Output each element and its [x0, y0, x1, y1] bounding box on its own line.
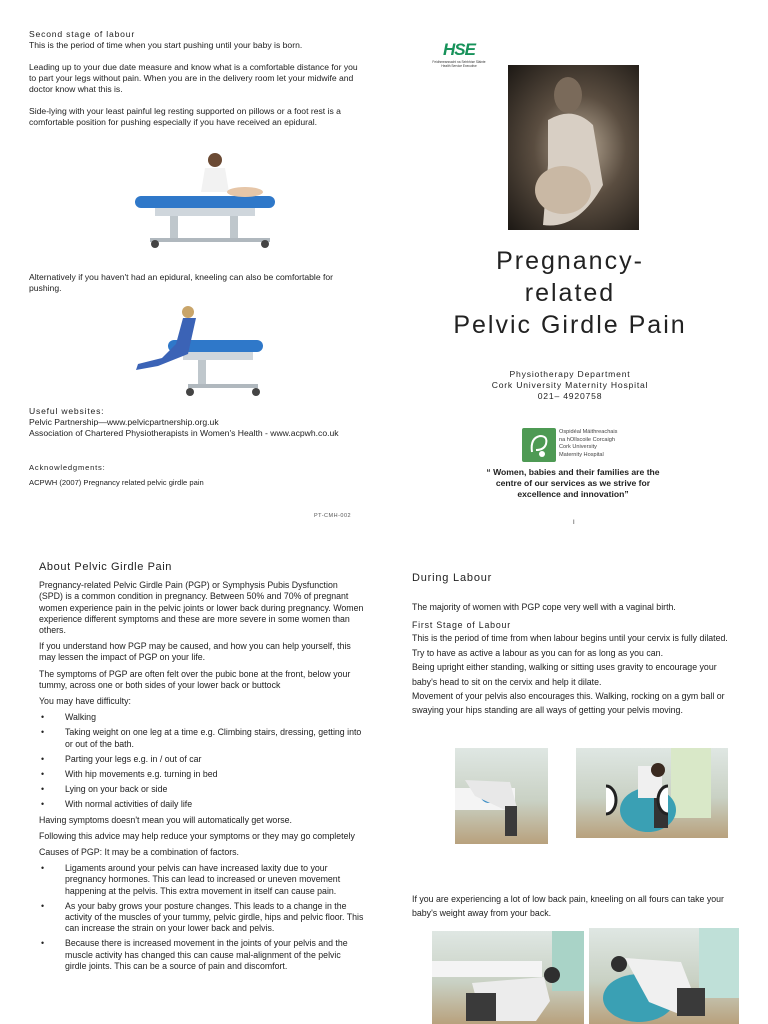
acknowledgments-section	[29, 463, 359, 488]
first-stage-heading: First Stage of Labour	[412, 620, 511, 631]
cover-quote: “ Women, babies and their families are the centre of our services as we strive for excellence and innovation”	[486, 467, 660, 499]
labour-heading: During Labour	[412, 572, 493, 584]
about-p5: Following this advice may help reduce your symptoms or they may go completely	[39, 830, 355, 841]
gym-ball-rocking-photo	[576, 748, 728, 838]
hse-logo-mark: HSE	[443, 40, 475, 59]
delivery-bed-kneeling-photo	[128, 304, 268, 400]
list-item: • Taking weight on one leg at a time e.g. Climbing stairs, dressing, getting into or out of the bath.	[39, 727, 364, 749]
about-difficulty: You may have difficulty:	[39, 696, 131, 707]
labour-p2: This is the period of time from when labour begins until your cervix is fully dilated.	[412, 633, 728, 644]
all-fours-floor-photo	[432, 931, 584, 1024]
hospital-logo-icon	[522, 428, 556, 462]
about-p1: Pregnancy-related Pelvic Girdle Pain (PGP) or Symphysis Pubis Dysfunction (SPD) is a common condition in pregnancy. Between 50% and 70% of pregnant women experience pain in the pelvic joints or lower back during pregnancy. Women experience different symptoms and these are more severe in some women than others.	[39, 580, 364, 636]
cover-title-line3: Pelvic Girdle Pain	[453, 311, 687, 339]
list-item: • With normal activities of daily life	[39, 799, 364, 810]
second-stage-section	[29, 29, 359, 139]
hospital-logo-line1: Ospidéal Máithreachais	[559, 429, 618, 435]
hse-logo	[424, 40, 494, 72]
about-p4: Having symptoms doesn't mean you will automatically get worse.	[39, 814, 292, 825]
websites-section	[29, 406, 359, 439]
leaning-on-bed-photo	[455, 748, 548, 844]
hospital-logo-line2: na hOllscoile Corcaigh	[559, 436, 615, 443]
website-pelvic-partnership[interactable]: Pelvic Partnership—www.pelvicpartnership.org.uk	[29, 417, 219, 427]
cover-page-mark: I	[573, 520, 575, 526]
labour-p6: If you are experiencing a lot of low back pain, kneeling on all fours can take your baby's weight away from your back.	[412, 894, 724, 919]
pregnant-woman-photo	[508, 65, 639, 230]
labour-section	[412, 600, 734, 718]
second-stage-para4: Alternatively if you haven't had an epidural, kneeling can also be comfortable for pushing.	[29, 272, 334, 293]
about-section	[39, 562, 364, 976]
second-stage-para2: Leading up to your due date measure and know what is a comfortable distance for you to part your legs without pain. When you are in the delivery room let your midwife and doctor know what this is.	[29, 62, 358, 94]
labour-p1: The majority of women with PGP cope very well with a vaginal birth.	[412, 602, 676, 612]
delivery-bed-side-lying-photo	[125, 152, 285, 252]
cover-hospital: Cork University Maternity Hospital	[491, 380, 649, 390]
acknowledgments-text: ACPWH (2007) Pregnancy related pelvic girdle pain	[29, 478, 204, 487]
list-item: • Lying on your back or side	[39, 784, 364, 795]
document-code: PT-CMH-002	[314, 513, 352, 519]
hospital-logo-line4: Maternity Hospital	[559, 451, 604, 458]
website-acpwh[interactable]: Association of Chartered Physiotherapists in Women's Health - www.acpwh.co.uk	[29, 428, 339, 438]
cover-contact	[440, 369, 700, 402]
hospital-logo	[522, 428, 647, 462]
list-item: • Parting your legs e.g. in / out of car	[39, 754, 364, 765]
websites-heading: Useful websites:	[29, 406, 105, 416]
list-item: • Walking	[39, 712, 364, 723]
labour-p3: Try to have as active a labour as you can for as long as you can.	[412, 647, 664, 658]
about-causes: Causes of PGP: It may be a combination of factors.	[39, 847, 239, 858]
second-stage-line1: This is the period of time when you start pushing until your baby is born.	[29, 40, 303, 50]
about-heading: About Pelvic Girdle Pain	[39, 561, 173, 573]
list-item: • As your baby grows your posture changes. This leads to a change in the activity of the muscles of your tummy, pelvic girdle, hips and pelvic floor. This can increase the strain on your lower back and pelvis.	[39, 901, 364, 935]
hse-logo-text: Feidhmeannacht na Seirbhíse Sláinte Health Service Executive	[432, 60, 486, 68]
second-stage-heading: Second stage of labour	[29, 29, 135, 39]
list-item: • Ligaments around your pelvis can have increased laxity due to your pregnancy hormones. This can lead to increased or uneven movement happening at the pelvis. This extra movement in itself can cause pain.	[39, 863, 364, 897]
acknowledgments-heading: Acknowledgments:	[29, 463, 106, 472]
about-p3: The symptoms of PGP are often felt over the pubic bone at the front, below your tummy, across one or both sides of your lower back or buttock	[39, 668, 351, 690]
hospital-logo-line3: Cork University	[559, 444, 597, 451]
causes-list	[39, 863, 364, 972]
labour-p4: Being upright either standing, walking or sitting uses gravity to encourage your baby's head to sit on the cervix and help it dilate.	[412, 662, 717, 687]
second-stage-para3: Side-lying with your least painful leg resting supported on pillows or a foot rest is a comfortable position for pushing especially if you have received an epidural.	[29, 106, 341, 127]
list-item: • Because there is increased movement in the joints of your pelvis and the muscle activity has changed this can cause mal-alignment of the pelvic girdle joints. This can be a source of pain and discomfort.	[39, 938, 364, 972]
about-p2: If you understand how PGP may be caused, and how you can help yourself, this may lessen the impact of PGP on your life.	[39, 641, 351, 663]
list-item: • With hip movements e.g. turning in bed	[39, 769, 364, 780]
cover-phone: 021– 4920758	[537, 391, 603, 401]
cover-title-line1: Pregnancy-	[496, 247, 644, 275]
cover-title-line2: related	[524, 279, 616, 307]
cover-department: Physiotherapy Department	[509, 369, 631, 379]
difficulty-list	[39, 712, 364, 810]
kneeling-over-ball-photo	[589, 928, 739, 1024]
labour-p5: Movement of your pelvis also encourages this. Walking, rocking on a gym ball or swaying your hips standing are all ways of getting your pelvis moving.	[412, 691, 725, 716]
